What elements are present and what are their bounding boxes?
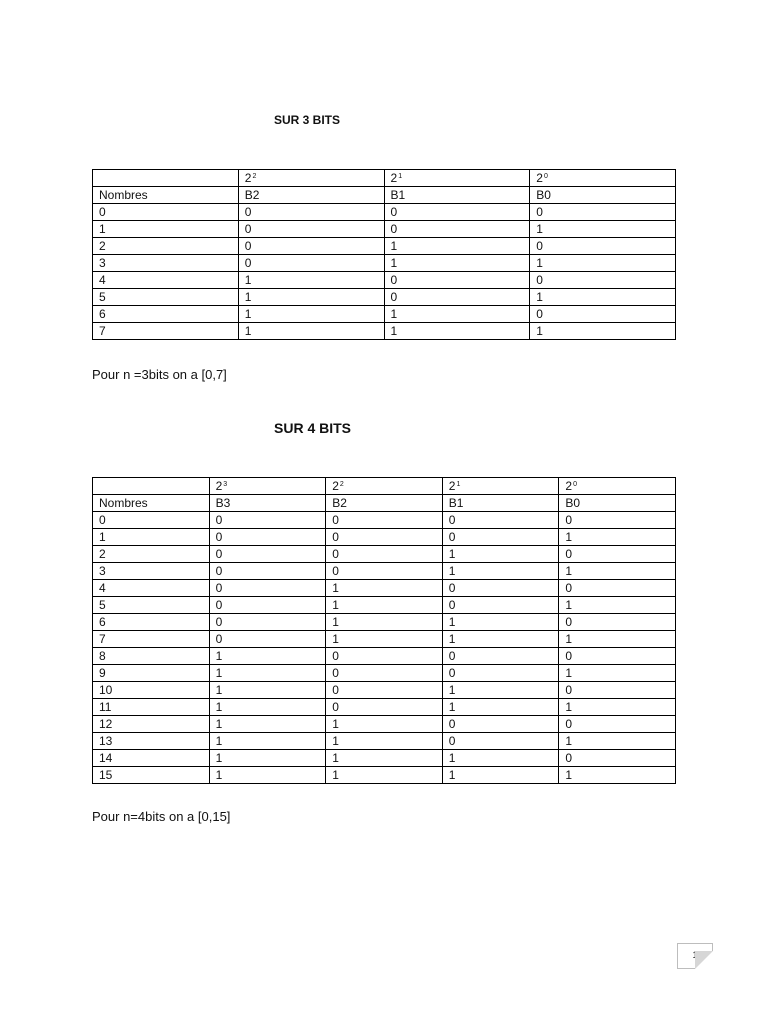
number-cell: 5 <box>93 597 210 614</box>
bit-cell: 1 <box>209 699 326 716</box>
number-cell: 15 <box>93 767 210 784</box>
note-3-bits: Pour n =3bits on a [0,7] <box>92 367 227 382</box>
bit-cell: 1 <box>530 323 676 340</box>
bit-cell: 1 <box>384 306 530 323</box>
bit-cell: 1 <box>530 289 676 306</box>
table-3-bits-body <box>93 170 676 340</box>
bit-cell: 0 <box>442 648 559 665</box>
bit-cell: 0 <box>238 255 384 272</box>
bit-cell: 0 <box>238 204 384 221</box>
table-row <box>93 289 676 306</box>
table-row <box>93 306 676 323</box>
power-exponent: 1 <box>398 173 403 180</box>
bit-cell: 0 <box>209 580 326 597</box>
header-cell: B2 <box>238 187 384 204</box>
empty-cell <box>93 478 210 495</box>
bit-cell: 0 <box>238 238 384 255</box>
bit-cell: 0 <box>326 529 443 546</box>
bit-cell: 0 <box>559 614 676 631</box>
number-cell: 4 <box>93 272 239 289</box>
header-cell: B3 <box>209 495 326 512</box>
bit-cell: 0 <box>384 272 530 289</box>
powers-row <box>93 478 676 495</box>
number-cell: 6 <box>93 614 210 631</box>
table-4-bits <box>92 477 676 784</box>
bit-cell: 1 <box>209 716 326 733</box>
power-base: 2 <box>565 479 573 493</box>
bit-cell: 1 <box>384 323 530 340</box>
bit-cell: 0 <box>209 631 326 648</box>
bit-cell: 0 <box>209 529 326 546</box>
table-row <box>93 255 676 272</box>
bit-cell: 0 <box>559 546 676 563</box>
table-row <box>93 238 676 255</box>
bit-cell: 0 <box>442 512 559 529</box>
header-cell: Nombres <box>93 187 239 204</box>
bit-cell: 0 <box>442 733 559 750</box>
bit-cell: 0 <box>326 682 443 699</box>
bit-cell: 1 <box>209 682 326 699</box>
table-row <box>93 512 676 529</box>
number-cell: 11 <box>93 699 210 716</box>
power-exponent: 0 <box>543 173 548 180</box>
number-cell: 2 <box>93 238 239 255</box>
bit-cell: 1 <box>442 546 559 563</box>
bit-cell: 0 <box>384 289 530 306</box>
bit-cell: 1 <box>209 733 326 750</box>
title-4-bits: SUR 4 BITS <box>274 420 352 436</box>
header-cell: B0 <box>530 187 676 204</box>
bit-cell: 1 <box>442 750 559 767</box>
header-row <box>93 495 676 512</box>
bit-cell: 0 <box>209 614 326 631</box>
bit-cell: 1 <box>326 750 443 767</box>
number-cell: 14 <box>93 750 210 767</box>
power-exponent: 0 <box>573 481 577 488</box>
number-cell: 7 <box>93 631 210 648</box>
header-cell: B2 <box>326 495 443 512</box>
number-cell: 10 <box>93 682 210 699</box>
power-cell <box>209 478 326 495</box>
bit-cell: 0 <box>559 682 676 699</box>
number-cell: 7 <box>93 323 239 340</box>
bit-cell: 1 <box>326 716 443 733</box>
number-cell: 0 <box>93 512 210 529</box>
number-cell: 8 <box>93 648 210 665</box>
power-base: 2 <box>448 479 456 493</box>
bit-cell: 1 <box>559 563 676 580</box>
table-row <box>93 597 676 614</box>
bit-cell: 1 <box>442 682 559 699</box>
bit-cell: 0 <box>530 306 676 323</box>
power-cell <box>559 478 676 495</box>
power-base: 2 <box>215 479 223 493</box>
bit-cell: 1 <box>442 767 559 784</box>
header-row <box>93 187 676 204</box>
table-row <box>93 682 676 699</box>
table-4-bits-body <box>93 478 676 784</box>
power-base: 2 <box>332 479 339 493</box>
table-row <box>93 529 676 546</box>
header-cell: B0 <box>559 495 676 512</box>
bit-cell: 1 <box>384 255 530 272</box>
bit-cell: 1 <box>209 665 326 682</box>
number-cell: 3 <box>93 255 239 272</box>
number-cell: 9 <box>93 665 210 682</box>
header-cell: Nombres <box>93 495 210 512</box>
bit-cell: 1 <box>209 750 326 767</box>
bit-cell: 1 <box>326 580 443 597</box>
bit-cell: 1 <box>326 767 443 784</box>
power-cell <box>238 170 384 187</box>
bit-cell: 0 <box>559 716 676 733</box>
bit-cell: 0 <box>442 597 559 614</box>
power-cell <box>326 478 443 495</box>
bit-cell: 1 <box>530 221 676 238</box>
table-row <box>93 767 676 784</box>
table-row <box>93 546 676 563</box>
bit-cell: 0 <box>442 580 559 597</box>
bit-cell: 1 <box>559 767 676 784</box>
bit-cell: 1 <box>559 597 676 614</box>
bit-cell: 0 <box>209 546 326 563</box>
bit-cell: 1 <box>559 665 676 682</box>
bit-cell: 1 <box>559 733 676 750</box>
page-number: 1 <box>692 950 698 960</box>
bit-cell: 0 <box>209 597 326 614</box>
bit-cell: 0 <box>559 750 676 767</box>
bit-cell: 1 <box>384 238 530 255</box>
bit-cell: 0 <box>326 699 443 716</box>
bit-cell: 0 <box>442 716 559 733</box>
page-curl-icon <box>695 951 713 969</box>
table-row <box>93 221 676 238</box>
table-row <box>93 716 676 733</box>
bit-cell: 0 <box>559 648 676 665</box>
note-4-bits: Pour n=4bits on a [0,15] <box>92 809 231 824</box>
table-row <box>93 614 676 631</box>
table-row <box>93 733 676 750</box>
bit-cell: 1 <box>238 272 384 289</box>
bit-cell: 0 <box>326 665 443 682</box>
bit-cell: 1 <box>530 255 676 272</box>
table-row <box>93 563 676 580</box>
bit-cell: 0 <box>326 563 443 580</box>
table-row <box>93 323 676 340</box>
table-row <box>93 580 676 597</box>
power-base: 2 <box>244 171 252 185</box>
bit-cell: 0 <box>530 272 676 289</box>
bit-cell: 1 <box>442 614 559 631</box>
bit-cell: 1 <box>238 323 384 340</box>
power-cell <box>384 170 530 187</box>
bit-cell: 0 <box>442 529 559 546</box>
bit-cell: 1 <box>442 699 559 716</box>
bit-cell: 1 <box>209 767 326 784</box>
number-cell: 1 <box>93 529 210 546</box>
table-row <box>93 648 676 665</box>
power-base: 2 <box>536 171 543 185</box>
bit-cell: 1 <box>209 648 326 665</box>
header-cell: B1 <box>384 187 530 204</box>
number-cell: 4 <box>93 580 210 597</box>
bit-cell: 1 <box>442 631 559 648</box>
bit-cell: 0 <box>384 204 530 221</box>
power-exponent: 2 <box>252 173 257 180</box>
power-exponent: 1 <box>456 481 461 488</box>
table-row <box>93 665 676 682</box>
bit-cell: 0 <box>326 648 443 665</box>
bit-cell: 1 <box>326 733 443 750</box>
number-cell: 13 <box>93 733 210 750</box>
bit-cell: 0 <box>209 512 326 529</box>
number-cell: 3 <box>93 563 210 580</box>
bit-cell: 0 <box>238 221 384 238</box>
bit-cell: 0 <box>326 512 443 529</box>
bit-cell: 0 <box>530 204 676 221</box>
bit-cell: 0 <box>442 665 559 682</box>
bit-cell: 1 <box>559 529 676 546</box>
power-cell <box>530 170 676 187</box>
bit-cell: 1 <box>559 631 676 648</box>
bit-cell: 1 <box>442 563 559 580</box>
number-cell: 6 <box>93 306 239 323</box>
bit-cell: 1 <box>238 306 384 323</box>
table-row <box>93 631 676 648</box>
table-row <box>93 204 676 221</box>
empty-cell <box>93 170 239 187</box>
bit-cell: 1 <box>238 289 384 306</box>
power-exponent: 3 <box>223 481 228 488</box>
bit-cell: 0 <box>384 221 530 238</box>
power-exponent: 2 <box>339 481 344 488</box>
number-cell: 0 <box>93 204 239 221</box>
bit-cell: 0 <box>530 238 676 255</box>
bit-cell: 0 <box>559 512 676 529</box>
bit-cell: 0 <box>209 563 326 580</box>
header-cell: B1 <box>442 495 559 512</box>
power-cell <box>442 478 559 495</box>
title-3-bits: SUR 3 BITS <box>274 113 341 127</box>
bit-cell: 1 <box>559 699 676 716</box>
number-cell: 1 <box>93 221 239 238</box>
bit-cell: 1 <box>326 631 443 648</box>
number-cell: 5 <box>93 289 239 306</box>
number-cell: 12 <box>93 716 210 733</box>
bit-cell: 1 <box>326 614 443 631</box>
power-base: 2 <box>390 171 398 185</box>
table-row <box>93 750 676 767</box>
bit-cell: 1 <box>326 597 443 614</box>
table-row <box>93 272 676 289</box>
table-row <box>93 699 676 716</box>
bit-cell: 0 <box>326 546 443 563</box>
page-number-box <box>677 943 713 969</box>
powers-row <box>93 170 676 187</box>
number-cell: 2 <box>93 546 210 563</box>
table-3-bits <box>92 169 676 340</box>
bit-cell: 0 <box>559 580 676 597</box>
